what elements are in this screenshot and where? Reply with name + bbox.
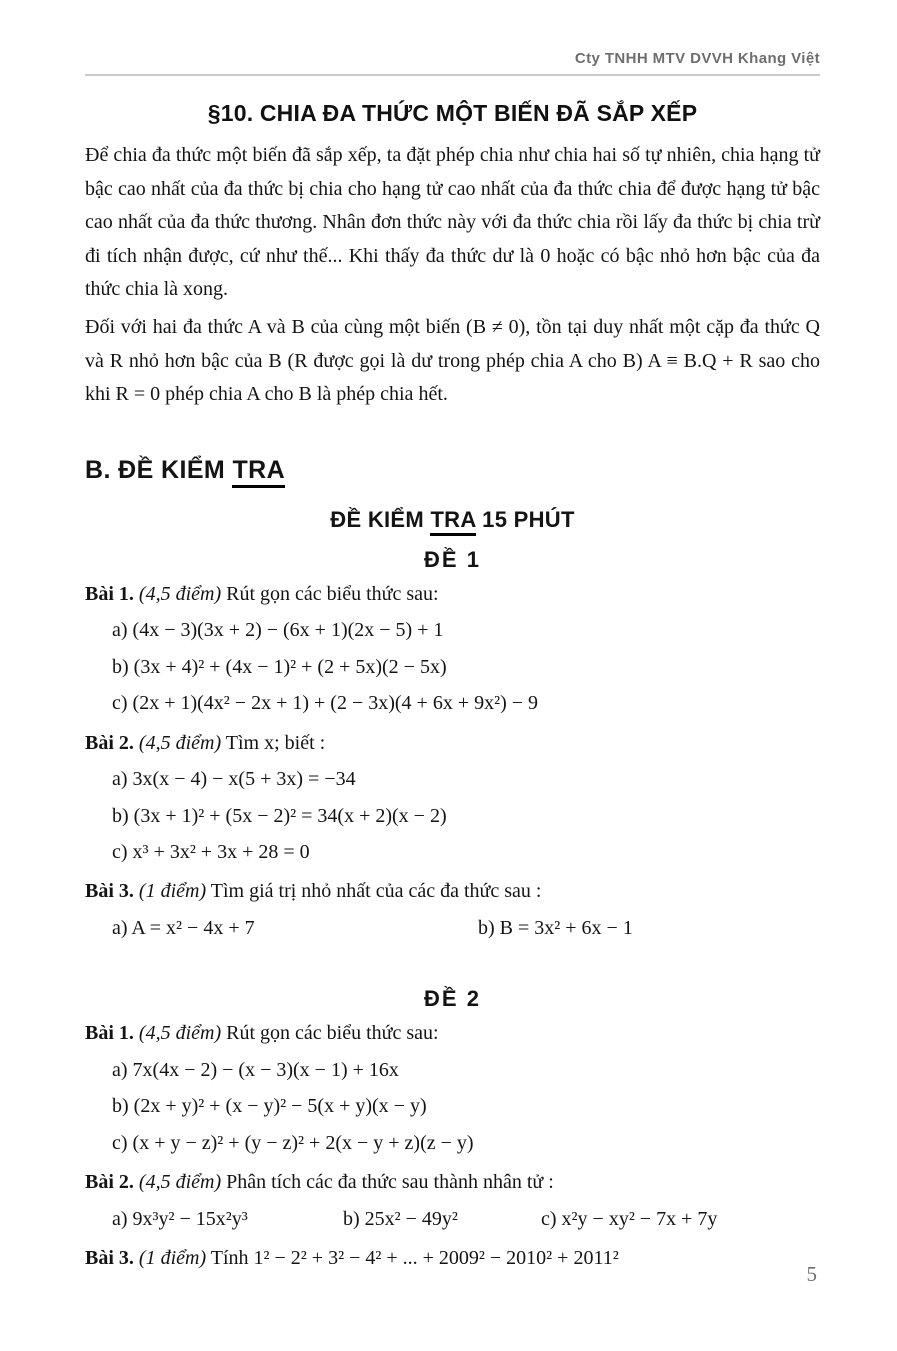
de2-problem3-label: Bài 3. bbox=[85, 1247, 134, 1270]
de2-problem1-item-c: c) (x + y − z)² + (y − z)² + 2(x − y + z)(z − y) bbox=[112, 1131, 474, 1154]
de2-problem1-item-a: a) 7x(4x − 2) − (x − 3)(x − 1) + 16x bbox=[112, 1058, 399, 1081]
de2-problem2-items bbox=[85, 1201, 820, 1237]
de2-problem2-item-a: a) 9x³y² − 15x²y³ bbox=[112, 1207, 248, 1230]
de1-problem1-item-c: c) (2x + 1)(4x² − 2x + 1) + (2 − 3x)(4 + 6x + 9x²) − 9 bbox=[112, 692, 539, 715]
de1-problem3-label: Bài 3. bbox=[85, 880, 134, 903]
de1-problem2-head bbox=[85, 726, 820, 762]
chapter-title: §10. CHIA ĐA THỨC MỘT BIẾN ĐÃ SẮP XẾP bbox=[207, 100, 698, 126]
de1-problem1-item-a: a) (4x − 3)(3x + 2) − (6x + 1)(2x − 5) + 1 bbox=[112, 619, 444, 642]
de2-problem3-prompt: Tính 1² − 2² + 3² − 4² + ... + 2009² − 2010² + 2011² bbox=[210, 1247, 619, 1270]
de1-problem1-prompt: Rút gọn các biểu thức sau: bbox=[226, 582, 439, 605]
exam-15min-heading bbox=[85, 507, 820, 533]
exam-heading-underlined: TRA bbox=[430, 507, 475, 536]
de2-problem3-points: (1 điểm) bbox=[138, 1247, 207, 1270]
de2-problem2-label: Bài 2. bbox=[85, 1171, 134, 1194]
exam-heading-suffix: 15 PHÚT bbox=[475, 506, 575, 532]
section-b-heading-underlined: TRA bbox=[232, 456, 285, 488]
de2-problem1-prompt: Rút gọn các biểu thức sau: bbox=[226, 1022, 439, 1045]
section-b-heading-text: B. ĐỀ KIỂM bbox=[85, 455, 233, 484]
de2-problem2-prompt: Phân tích các đa thức sau thành nhân tử : bbox=[226, 1171, 554, 1194]
de1-problem3-item-b: b) B = 3x² + 6x − 1 bbox=[478, 916, 633, 939]
de1-problem1-head bbox=[85, 577, 820, 613]
de1-problem3-items bbox=[85, 910, 820, 946]
de1-problem3-points: (1 điểm) bbox=[138, 880, 207, 903]
de1-problem3-head bbox=[85, 874, 820, 910]
de2-problem2-item-b: b) 25x² − 49y² bbox=[343, 1207, 458, 1230]
de1-problem2-prompt: Tìm x; biết : bbox=[225, 731, 326, 754]
page-number: 5 bbox=[806, 1262, 817, 1286]
intro-paragraph-1: Để chia đa thức một biến đã sắp xếp, ta đặt phép chia như chia hai số tự nhiên, chia hạng tử bậc cao nhất của đa thức bị chia cho hạng tử cao nhất của đa thức chia để được hạng tử bậc cao nhất của đa thức thương. Nhân đơn thức này với đa thức chia rồi lấy đa thức bị chia trừ đi tích nhận được, cứ như thế... Khi thấy đa thức dư là 0 hoặc có bậc nhỏ hơn bậc của đa thức chia là xong. bbox=[85, 144, 820, 301]
de2-problem2-points: (4,5 điểm) bbox=[138, 1171, 222, 1194]
de1-problem1-item-b: b) (3x + 4)² + (4x − 1)² + (2 + 5x)(2 − 5x) bbox=[112, 655, 447, 678]
exam-heading-prefix: ĐỀ KIỂM bbox=[330, 506, 431, 532]
de1-problem1-label: Bài 1. bbox=[85, 582, 134, 605]
de2-problem3-head bbox=[85, 1241, 820, 1277]
de2-problem2-item-c: c) x²y − xy² − 7x + 7y bbox=[541, 1207, 718, 1230]
de2-problem1-label: Bài 1. bbox=[85, 1022, 134, 1045]
de1-problem2-points: (4,5 điểm) bbox=[138, 731, 222, 754]
de1-heading: ĐỀ 1 bbox=[424, 546, 481, 572]
de2-problem2-head bbox=[85, 1165, 820, 1201]
de1-problem2-item-c: c) x³ + 3x² + 3x + 28 = 0 bbox=[112, 840, 310, 863]
header-divider bbox=[85, 74, 820, 76]
de2-problem1-points: (4,5 điểm) bbox=[138, 1022, 222, 1045]
de2-problem1-head bbox=[85, 1016, 820, 1052]
de1-problem2-item-b: b) (3x + 1)² + (5x − 2)² = 34(x + 2)(x − 2) bbox=[112, 804, 447, 827]
de2-problem1-item-b: b) (2x + y)² + (x − y)² − 5(x + y)(x − y) bbox=[112, 1095, 427, 1118]
de1-problem3-prompt: Tìm giá trị nhỏ nhất của các đa thức sau : bbox=[210, 880, 542, 903]
publisher-name: Cty TNHH MTV DVVH Khang Việt bbox=[574, 50, 820, 67]
section-b-heading bbox=[85, 456, 820, 485]
de1-problem3-item-a: a) A = x² − 4x + 7 bbox=[112, 916, 255, 939]
intro-paragraph-2: Đối với hai đa thức A và B của cùng một biến (B ≠ 0), tồn tại duy nhất một cặp đa thức Q và R nhỏ hơn bậc của B (R được gọi là dư trong phép chia A cho B) A ≡ B.Q + R sao cho khi R = 0 phép chia A cho B là phép chia hết. bbox=[85, 315, 820, 406]
de1-problem2-label: Bài 2. bbox=[85, 731, 134, 754]
de1-problem2-item-a: a) 3x(x − 4) − x(5 + 3x) = −34 bbox=[112, 768, 356, 791]
de2-heading: ĐỀ 2 bbox=[424, 986, 481, 1012]
page-header bbox=[85, 50, 820, 76]
de1-problem1-points: (4,5 điểm) bbox=[138, 582, 222, 605]
